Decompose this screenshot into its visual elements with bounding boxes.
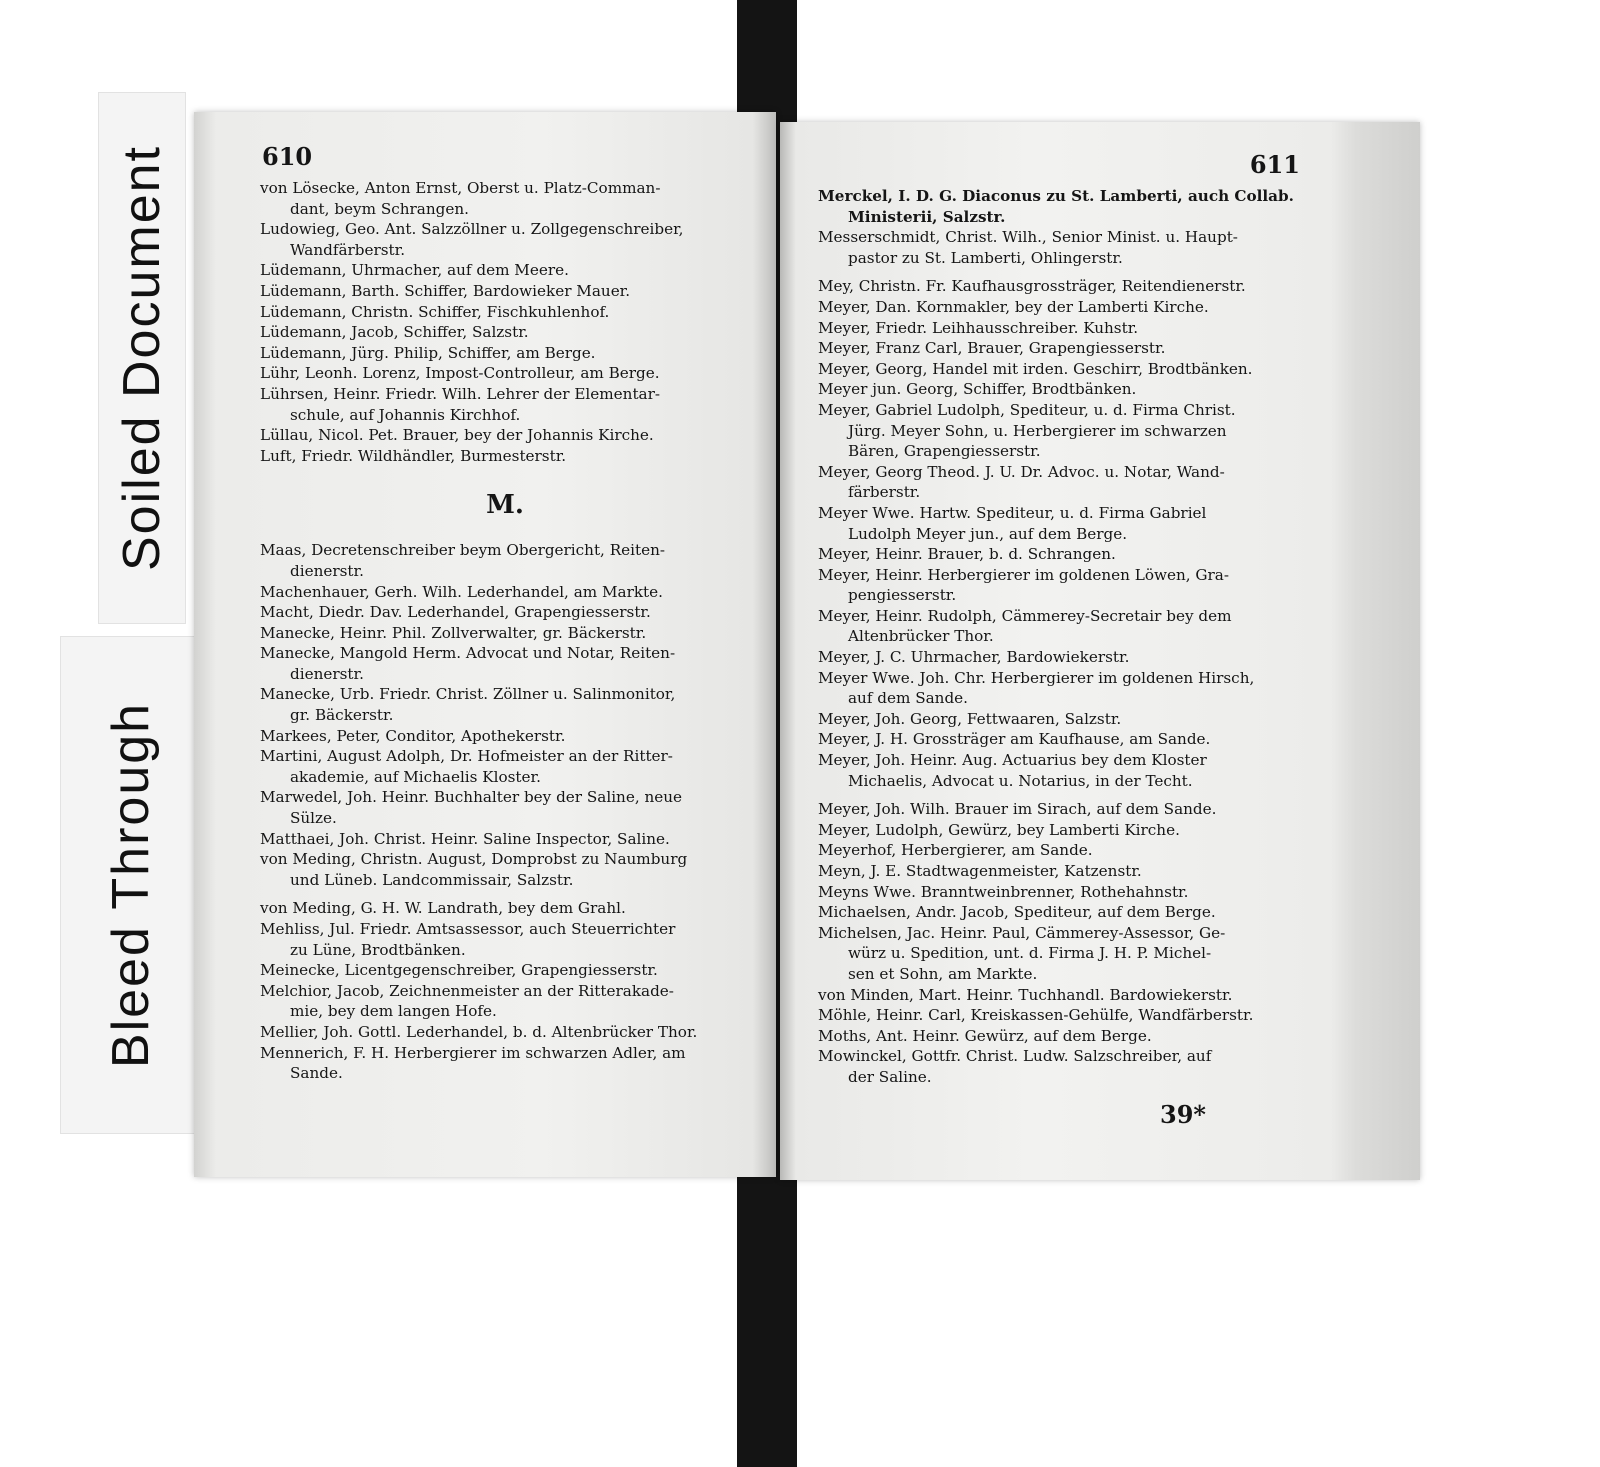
entry-continuation-line: dienerstr.: [290, 664, 364, 683]
entry-line: Lüdemann, Uhrmacher, auf dem Meere.: [260, 261, 569, 280]
entry-line: Lüdemann, Barth. Schiffer, Bardowieker Mauer.: [260, 281, 631, 300]
entry-line: Meyn, J. E. Stadtwagenmeister, Katzenstr.: [818, 862, 1142, 880]
directory-entry: [818, 1005, 1318, 1026]
directory-entry: [260, 384, 750, 425]
entry-line: Merckel, I. D. G. Diaconus zu St. Lamberti, auch Collab.: [818, 187, 1294, 205]
directory-entry: [260, 281, 750, 302]
entry-continuation-line: färberstr.: [848, 483, 921, 502]
directory-entry: [260, 219, 750, 260]
directory-entry: [818, 861, 1318, 882]
directory-entry: [260, 849, 750, 890]
directory-entry: [818, 1046, 1318, 1087]
directory-entry: [818, 902, 1318, 923]
entry-line: Martini, August Adolph, Dr. Hofmeister an der Ritter-: [260, 747, 673, 766]
entry-line: von Meding, Christn. August, Domprobst zu Naumburg: [260, 850, 688, 869]
directory-entry: [818, 186, 1318, 227]
directory-entry: [260, 540, 750, 581]
entry-line: Meyer, Joh. Wilh. Brauer im Sirach, auf dem Sande.: [818, 800, 1217, 819]
directory-entry: [260, 829, 750, 850]
entry-continuation-line: akademie, auf Michaelis Kloster.: [290, 767, 541, 786]
directory-entry: [260, 602, 750, 623]
entry-line: Ludowieg, Geo. Ant. Salzzöllner u. Zollgegenschreiber,: [260, 220, 684, 239]
directory-entry: [818, 647, 1318, 668]
directory-entry: [818, 985, 1318, 1006]
directory-entry: [818, 565, 1318, 606]
entry-continuation-line: der Saline.: [848, 1067, 932, 1086]
directory-entry: [260, 1043, 750, 1084]
entry-line: Meyer, Gabriel Ludolph, Spediteur, u. d. Firma Christ.: [818, 400, 1236, 419]
entry-continuation-line: schule, auf Johannis Kirchhof.: [290, 405, 521, 424]
directory-entry: [818, 462, 1318, 503]
entry-line: Meyerhof, Herbergierer, am Sande.: [818, 841, 1093, 860]
entry-line: Lüdemann, Jacob, Schiffer, Salzstr.: [260, 323, 529, 342]
entry-line: Manecke, Urb. Friedr. Christ. Zöllner u. Salinmonitor,: [260, 685, 676, 704]
section-letter-m: M.: [486, 490, 524, 521]
entry-line: von Minden, Mart. Heinr. Tuchhandl. Bardowiekerstr.: [818, 985, 1233, 1004]
directory-entry: [818, 799, 1318, 820]
entry-line: Meyer, Friedr. Leihhausschreiber. Kuhstr.: [818, 318, 1139, 337]
bleed-through-stamp: [60, 636, 202, 1134]
entry-line: Melchior, Jacob, Zeichnenmeister an der Ritterakade-: [260, 981, 674, 1000]
directory-entry: [818, 318, 1318, 339]
directory-entry: [260, 260, 750, 281]
directory-entry: [818, 840, 1318, 861]
entry-line: Markees, Peter, Conditor, Apothekerstr.: [260, 726, 566, 745]
directory-entry: [818, 923, 1318, 985]
entry-line: Möhle, Heinr. Carl, Kreiskassen-Gehülfe, Wandfärberstr.: [818, 1006, 1254, 1025]
right-page: [780, 122, 1420, 1180]
directory-entry: [818, 709, 1318, 730]
entry-line: Moths, Ant. Heinr. Gewürz, auf dem Berge.: [818, 1026, 1152, 1045]
entry-line: Meyer, Georg Theod. J. U. Dr. Advoc. u. Notar, Wand-: [818, 462, 1225, 481]
soiled-document-stamp: [98, 92, 186, 624]
entry-line: Michaelsen, Andr. Jacob, Spediteur, auf dem Berge.: [818, 903, 1216, 922]
entry-continuation-line: pastor zu St. Lamberti, Ohlingerstr.: [848, 248, 1123, 267]
directory-entry: [818, 882, 1318, 903]
directory-entry: [260, 363, 750, 384]
left-page-number: 610: [262, 142, 313, 171]
entries-m-section: [260, 540, 750, 1083]
directory-entry: [818, 544, 1318, 565]
directory-entry: [260, 919, 750, 960]
entry-line: Meyer, Dan. Kornmakler, bey der Lamberti Kirche.: [818, 297, 1209, 316]
directory-entry: [260, 726, 750, 747]
entry-continuation-line: pengiesserstr.: [848, 586, 957, 605]
entry-line: Mey, Christn. Fr. Kaufhausgrossträger, Reitendienerstr.: [818, 277, 1246, 296]
entry-continuation-line: gr. Bäckerstr.: [290, 706, 394, 725]
entry-line: Meyer Wwe. Joh. Chr. Herbergierer im goldenen Hirsch,: [818, 668, 1255, 687]
directory-entry: [260, 787, 750, 828]
signature-mark: 39*: [1160, 1100, 1206, 1129]
directory-entry: [818, 338, 1318, 359]
left-page-column: [260, 178, 750, 1084]
entry-line: Lüdemann, Jürg. Philip, Schiffer, am Berge.: [260, 343, 596, 362]
entry-line: Meyer, Georg, Handel mit irden. Geschirr, Brodtbänken.: [818, 359, 1253, 378]
entry-line: Lüdemann, Christn. Schiffer, Fischkuhlenhof.: [260, 302, 610, 321]
directory-entry: [260, 623, 750, 644]
entry-line: Michelsen, Jac. Heinr. Paul, Cämmerey-Assessor, Ge-: [818, 923, 1226, 942]
entry-continuation-line: Michaelis, Advocat u. Notarius, in der Techt.: [848, 771, 1193, 790]
entry-continuation-line: und Lüneb. Landcommissair, Salzstr.: [290, 870, 574, 889]
directory-entry: [818, 820, 1318, 841]
directory-entry: [818, 400, 1318, 462]
directory-entry: [260, 582, 750, 603]
entry-line: Mowinckel, Gottfr. Christ. Ludw. Salzschreiber, auf: [818, 1047, 1212, 1066]
directory-entry: [818, 227, 1318, 268]
directory-entry: [260, 746, 750, 787]
entry-line: Meyer, Heinr. Brauer, b. d. Schrangen.: [818, 545, 1116, 564]
directory-entry: [818, 750, 1318, 791]
directory-entry: [260, 684, 750, 725]
entry-line: Machenhauer, Gerh. Wilh. Lederhandel, am Markte.: [260, 582, 663, 601]
entry-continuation-line: mie, bey dem langen Hofe.: [290, 1002, 497, 1021]
entry-continuation-line: Wandfärberstr.: [290, 240, 406, 259]
entry-continuation-line: zu Lüne, Brodtbänken.: [290, 940, 466, 959]
directory-entry: [818, 379, 1318, 400]
soiled-document-label: Soiled Document: [113, 145, 171, 571]
directory-entry: [260, 1022, 750, 1043]
entry-continuation-line: auf dem Sande.: [848, 689, 969, 708]
entry-line: Lühr, Leonh. Lorenz, Impost-Controlleur, am Berge.: [260, 364, 660, 383]
entry-line: Meyer jun. Georg, Schiffer, Brodtbänken.: [818, 380, 1137, 399]
entry-line: Meyns Wwe. Branntweinbrenner, Rothehahnstr.: [818, 882, 1189, 901]
entry-continuation-line: Sande.: [290, 1064, 343, 1083]
entry-line: Meyer, Heinr. Herbergierer im goldenen Löwen, Gra-: [818, 565, 1229, 584]
entries-l-section: [260, 178, 750, 466]
entry-line: Mennerich, F. H. Herbergierer im schwarzen Adler, am: [260, 1043, 686, 1062]
directory-entry: [260, 643, 750, 684]
entry-line: von Lösecke, Anton Ernst, Oberst u. Platz-Comman-: [260, 179, 661, 197]
entry-line: Meyer, Joh. Heinr. Aug. Actuarius bey dem Kloster: [818, 751, 1207, 770]
entry-line: Meyer, J. C. Uhrmacher, Bardowiekerstr.: [818, 648, 1130, 667]
left-page: [194, 112, 776, 1177]
directory-entry: [260, 302, 750, 323]
entry-line: Mellier, Joh. Gottl. Lederhandel, b. d. Altenbrücker Thor.: [260, 1022, 698, 1041]
entry-line: Meinecke, Licentgegenschreiber, Grapengiesserstr.: [260, 961, 658, 980]
directory-entry: [818, 359, 1318, 380]
directory-entry: [818, 276, 1318, 297]
directory-entry: [818, 297, 1318, 318]
entry-line: Meyer, J. H. Grossträger am Kaufhause, am Sande.: [818, 730, 1211, 749]
directory-entry: [260, 981, 750, 1022]
entry-continuation-line: würz u. Spedition, unt. d. Firma J. H. P. Michel-: [848, 944, 1212, 963]
directory-entry: [260, 322, 750, 343]
entry-line: Macht, Diedr. Dav. Lederhandel, Grapengiesserstr.: [260, 603, 651, 622]
entry-line: Meyer Wwe. Hartw. Spediteur, u. d. Firma Gabriel: [818, 503, 1207, 522]
entry-continuation-line: Altenbrücker Thor.: [848, 627, 994, 646]
entry-line: Luft, Friedr. Wildhändler, Burmesterstr.: [260, 446, 567, 465]
directory-entry: [818, 668, 1318, 709]
entry-continuation-line: Bären, Grapengiesserstr.: [848, 442, 1041, 461]
entry-line: Mehliss, Jul. Friedr. Amtsassessor, auch Steuerrichter: [260, 920, 676, 938]
entries-right-section: [818, 186, 1318, 1088]
entry-continuation-line: Ministerii, Salzstr.: [848, 207, 1006, 226]
entry-line: Maas, Decretenschreiber beym Obergericht, Reiten-: [260, 541, 665, 560]
directory-entry: [818, 729, 1318, 750]
entry-continuation-line: Sülze.: [290, 809, 337, 828]
entry-line: Messerschmidt, Christ. Wilh., Senior Minist. u. Haupt-: [818, 228, 1238, 247]
entry-continuation-line: dant, beym Schrangen.: [290, 199, 469, 218]
entry-line: Meyer, Ludolph, Gewürz, bey Lamberti Kirche.: [818, 820, 1180, 839]
entry-line: Meyer, Franz Carl, Brauer, Grapengiesserstr.: [818, 339, 1166, 358]
directory-entry: [818, 503, 1318, 544]
directory-entry: [818, 1026, 1318, 1047]
entry-continuation-line: dienerstr.: [290, 561, 364, 580]
directory-entry: [818, 606, 1318, 647]
entry-line: Marwedel, Joh. Heinr. Buchhalter bey der Saline, neue: [260, 788, 683, 807]
entry-line: Lührsen, Heinr. Friedr. Wilh. Lehrer der Elementar-: [260, 384, 660, 403]
right-page-number: 611: [1249, 150, 1300, 179]
directory-entry: [260, 178, 750, 219]
right-page-column: [818, 186, 1318, 1088]
directory-entry: [260, 960, 750, 981]
directory-entry: [260, 898, 750, 919]
directory-entry: [260, 425, 750, 446]
entry-continuation-line: sen et Sohn, am Markte.: [848, 964, 1038, 983]
entry-continuation-line: Jürg. Meyer Sohn, u. Herbergierer im schwarzen: [848, 421, 1227, 440]
directory-entry: [260, 343, 750, 364]
directory-entry: [260, 446, 750, 467]
entry-line: Manecke, Mangold Herm. Advocat und Notar, Reiten-: [260, 644, 676, 663]
entry-line: Matthaei, Joh. Christ. Heinr. Saline Inspector, Saline.: [260, 829, 670, 848]
entry-line: Meyer, Heinr. Rudolph, Cämmerey-Secretair bey dem: [818, 606, 1232, 625]
entry-line: Manecke, Heinr. Phil. Zollverwalter, gr. Bäckerstr.: [260, 623, 647, 642]
entry-line: von Meding, G. H. W. Landrath, bey dem Grahl.: [260, 899, 626, 918]
bleed-through-label: Bleed Through: [102, 701, 160, 1069]
entry-continuation-line: Ludolph Meyer jun., auf dem Berge.: [848, 524, 1128, 543]
entry-line: Lüllau, Nicol. Pet. Brauer, bey der Johannis Kirche.: [260, 426, 654, 445]
entry-line: Meyer, Joh. Georg, Fettwaaren, Salzstr.: [818, 709, 1122, 728]
